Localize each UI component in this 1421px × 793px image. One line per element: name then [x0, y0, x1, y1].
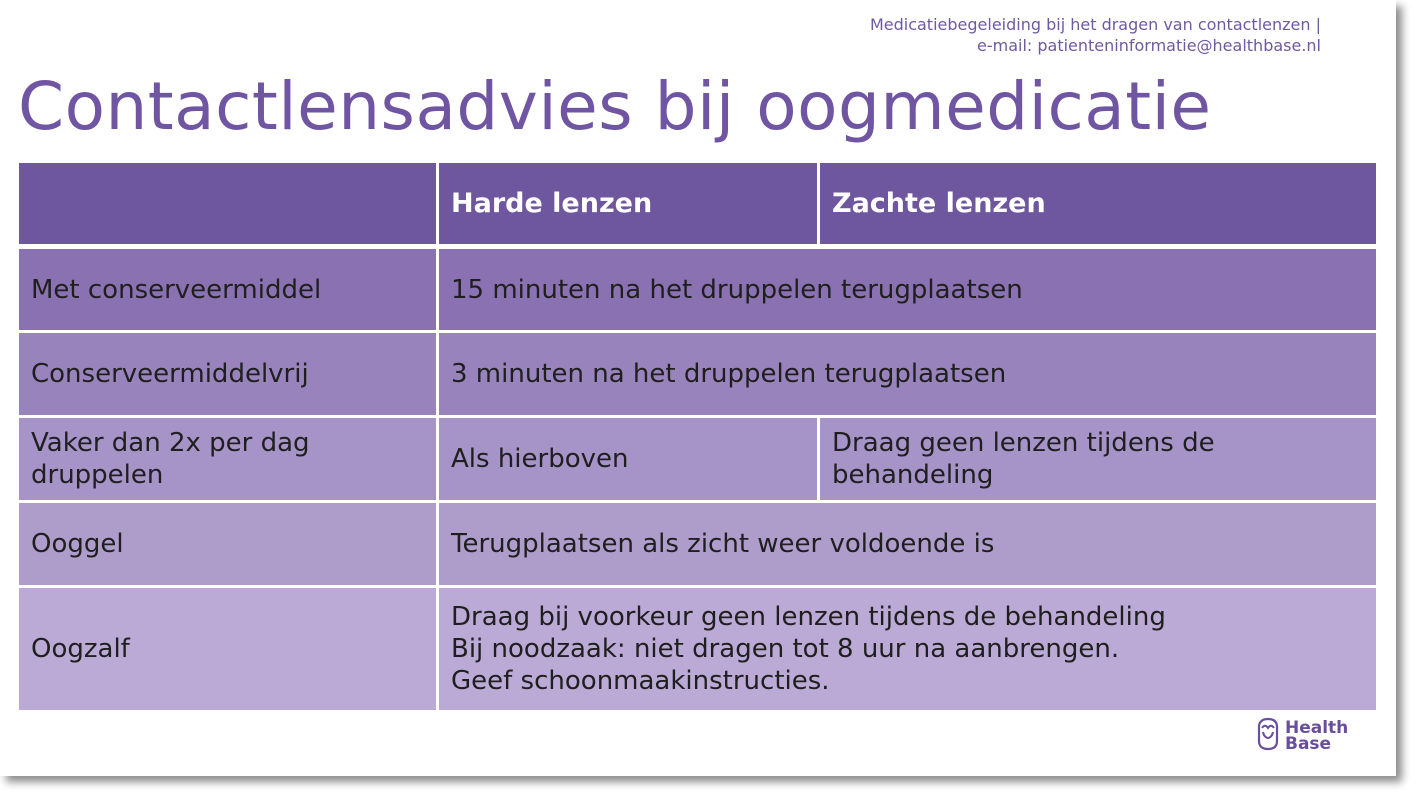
logo-wordmark	[1285, 720, 1348, 752]
row-value-met-conserveermiddel: 15 minuten na het druppelen terugplaatsen	[439, 249, 1376, 330]
advice-table	[19, 163, 1376, 710]
column-header-hard: Harde lenzen	[439, 163, 817, 244]
row-value-hard-vaker-druppelen: Als hierboven	[439, 418, 817, 500]
row-value-soft-vaker-druppelen	[820, 418, 1376, 500]
logo-line-base: Base	[1285, 734, 1332, 754]
logo-line-health: Health	[1285, 718, 1349, 738]
row-value-oogzalf	[439, 588, 1376, 710]
row-label-ooggel: Ooggel	[19, 503, 436, 585]
row-label-met-conserveermiddel: Met conserveermiddel	[19, 249, 436, 330]
row-value-line: Draag geen lenzen tijdens de	[832, 428, 1215, 458]
header-info	[870, 14, 1321, 56]
row-label-line: Vaker dan 2x per dag	[31, 428, 310, 458]
row-label-conserveermiddelvrij: Conserveermiddelvrij	[19, 333, 436, 415]
row-label-oogzalf: Oogzalf	[19, 588, 436, 710]
row-label-line: druppelen	[31, 460, 164, 490]
header-subtitle: Medicatiebegeleiding bij het dragen van contactlenzen |	[869, 15, 1321, 34]
row-value-ooggel: Terugplaatsen als zicht weer voldoende is	[439, 503, 1376, 585]
owl-icon	[1255, 717, 1281, 755]
row-value-line: Geef schoonmaakinstructies.	[451, 666, 830, 696]
row-value-line: behandeling	[832, 460, 994, 490]
row-value-conserveermiddelvrij: 3 minuten na het druppelen terugplaatsen	[439, 333, 1376, 415]
page-title: Contactlensadvies bij oogmedicatie	[18, 68, 1212, 145]
row-value-line: Draag bij voorkeur geen lenzen tijdens de behandeling	[451, 602, 1166, 632]
healthbase-logo	[1255, 717, 1348, 755]
column-header-soft: Zachte lenzen	[820, 163, 1376, 244]
row-value-line: Bij noodzaak: niet dragen tot 8 uur na aanbrengen.	[451, 634, 1120, 664]
header-email: e-mail: patienteninformatie@healthbase.nl	[976, 36, 1321, 55]
table-header-empty	[19, 163, 436, 244]
row-label-vaker-druppelen	[19, 418, 436, 500]
